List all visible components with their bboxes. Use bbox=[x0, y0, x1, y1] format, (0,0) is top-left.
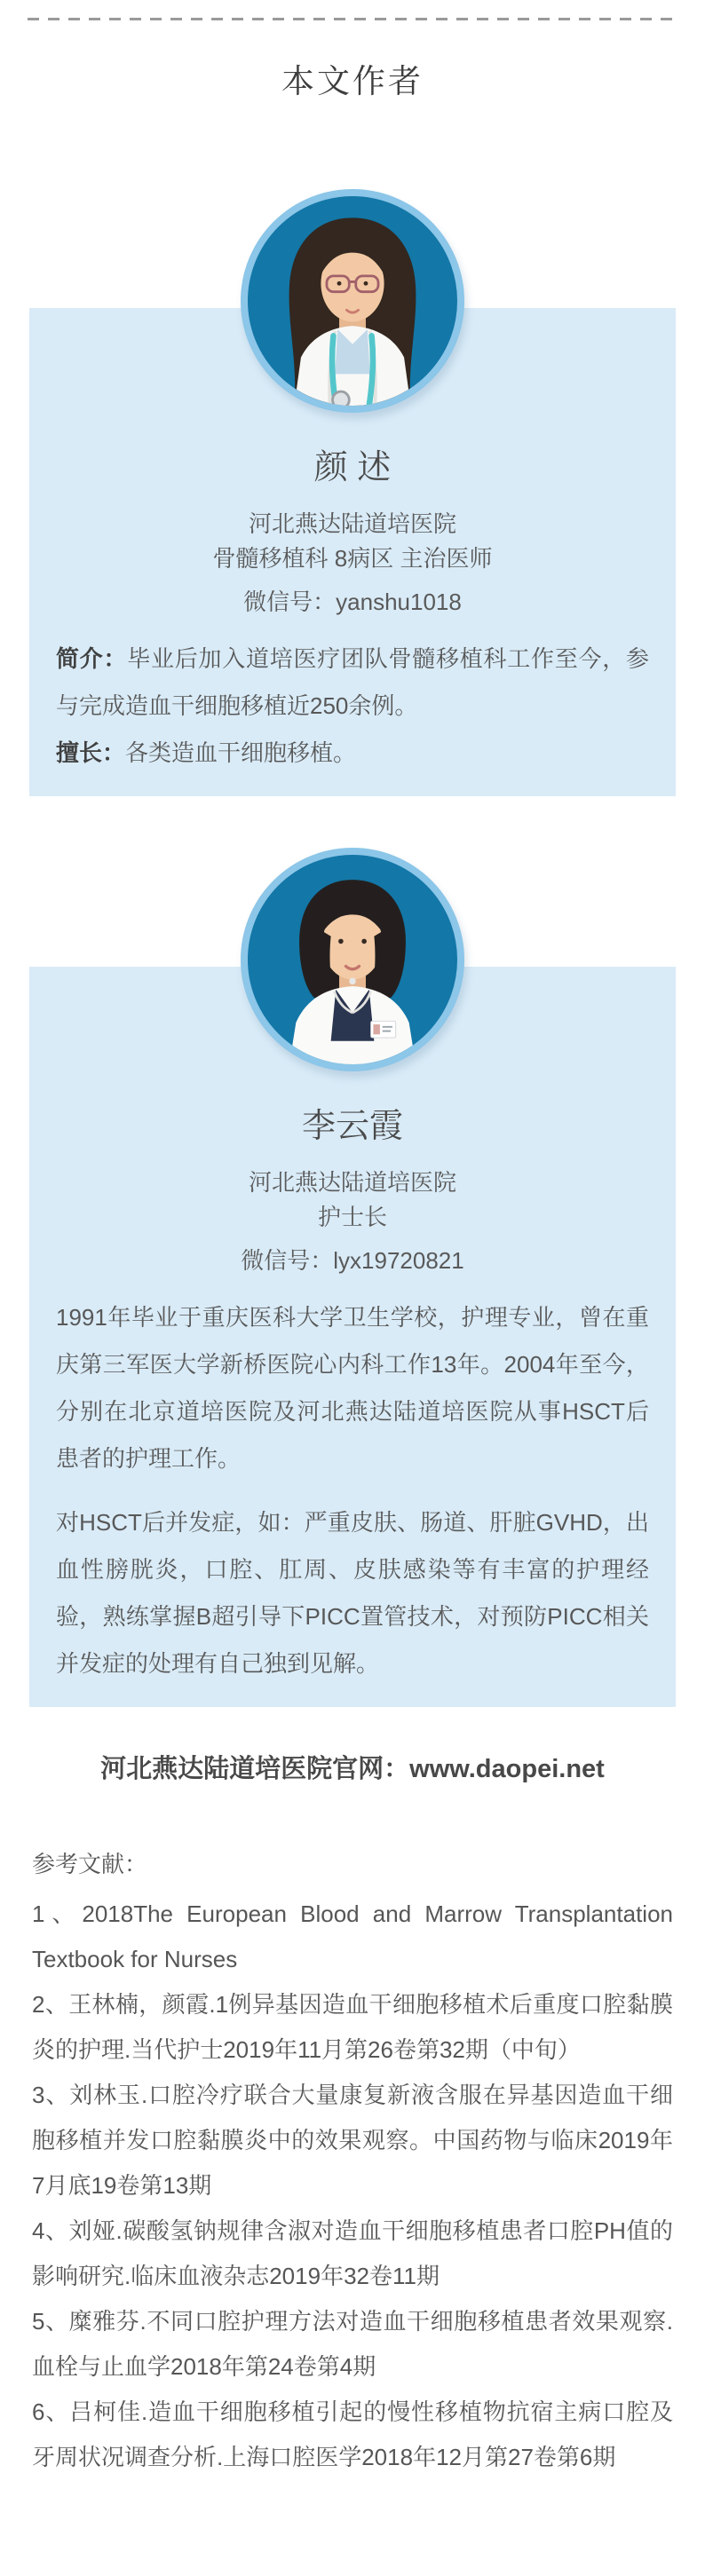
author-name: 颜 述 bbox=[313, 449, 392, 486]
references-heading: 参考文献： bbox=[32, 1851, 148, 1877]
bio-paragraph: 1991年毕业于重庆医科大学卫生学校，护理专业，曾在重庆第三军医大学新桥医院心内科工作13年。2004年至今，分别在北京道培医院及河北燕达陆道培医院从事HSCT后患者的护理工作。 bbox=[56, 1304, 649, 1472]
author-hospital: 河北燕达陆道培医院 bbox=[248, 1169, 456, 1196]
doctor-portrait-illustration bbox=[248, 196, 457, 406]
author-wechat-id: 微信号：yanshu1018 bbox=[243, 589, 462, 615]
hospital-website-line: 河北燕达陆道培医院官网：www.daopei.net bbox=[100, 1755, 605, 1783]
bio-intro-line bbox=[56, 636, 649, 730]
bio-specialty-text: 各类造血干细胞移植。 bbox=[125, 739, 357, 766]
nurse-portrait-illustration bbox=[248, 855, 457, 1064]
author-bio bbox=[56, 636, 649, 777]
author-hospital: 河北燕达陆道培医院 bbox=[248, 510, 456, 537]
dashed-divider bbox=[28, 18, 677, 20]
author-wechat-id: 微信号：lyx19720821 bbox=[241, 1247, 464, 1274]
page-title: 本文作者 bbox=[281, 63, 424, 99]
reference-item: 6、吕柯佳.造血干细胞移植引起的慢性移植物抗宿主病口腔及牙周状况调查分析.上海口腔医学2018年12月第27卷第6期 bbox=[32, 2398, 673, 2470]
bio-paragraph: 对HSCT后并发症，如：严重皮肤、肠道、肝脏GVHD，出血性膀胱炎，口腔、肛周、皮肤感染等有丰富的护理经验，熟练掌握B超引导下PICC置管技术，对预防PICC相关并发症的处理有自己独到见解。 bbox=[56, 1509, 649, 1677]
bio-specialty-label: 擅长： bbox=[56, 739, 126, 766]
author-photo bbox=[241, 848, 464, 1071]
author-position: 护士长 bbox=[317, 1204, 387, 1230]
reference-item: 2、王林楠，颜霞.1例异基因造血干细胞移植术后重度口腔黏膜炎的护理.当代护士2019年11月第26卷第32期（中旬） bbox=[32, 1991, 673, 2063]
author-bio bbox=[56, 1294, 649, 1687]
bio-intro-label: 简介： bbox=[56, 645, 128, 672]
author-card-liyunxia bbox=[29, 967, 676, 1707]
reference-item: 5、糜雅芬.不同口腔护理方法对造血干细胞移植患者效果观察.血栓与止血学2018年第24卷第4期 bbox=[32, 2308, 673, 2380]
bio-intro-text: 毕业后加入道培医疗团队骨髓移植科工作至今，参与完成造血干细胞移植近250余例。 bbox=[56, 645, 649, 719]
references-section bbox=[32, 1842, 673, 2480]
reference-item: 4、刘娅.碳酸氢钠规律含淑对造血干细胞移植患者口腔PH值的影响研究.临床血液杂志2019年32卷11期 bbox=[32, 2217, 673, 2289]
bio-specialty-line bbox=[56, 730, 649, 777]
reference-item: 3、刘林玉.口腔冷疗联合大量康复新液含服在异基因造血干细胞移植并发口腔黏膜炎中的效果观察。中国药物与临床2019年7月底19卷第13期 bbox=[32, 2082, 673, 2199]
author-position: 骨髓移植科 8病区 主治医师 bbox=[212, 545, 493, 572]
reference-item: 1、2018The European Blood and Marrow Transplantation Textbook for Nurses bbox=[32, 1900, 673, 1972]
author-photo bbox=[241, 189, 464, 413]
author-card-yanshu bbox=[29, 308, 676, 796]
author-name: 李云霞 bbox=[301, 1108, 403, 1145]
